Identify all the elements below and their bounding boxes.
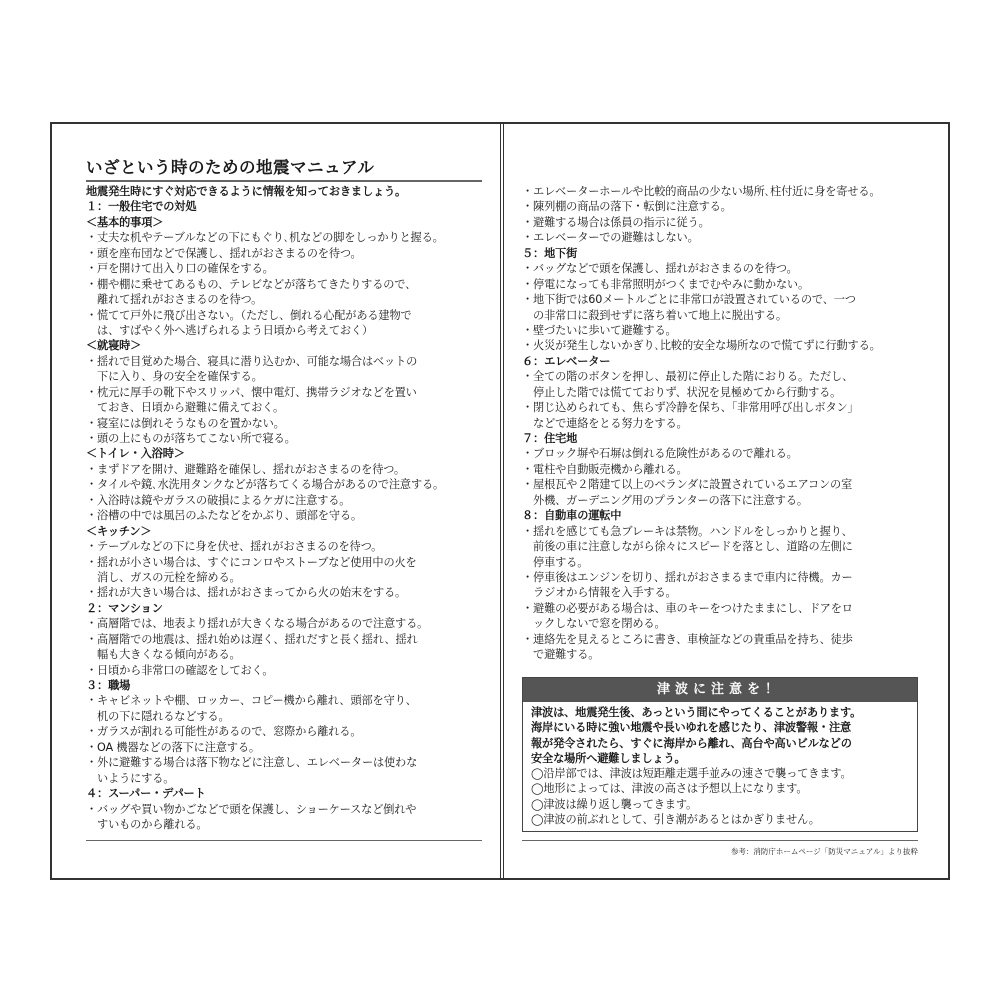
text-line: ・戸を開けて出入り口の確保をする。 — [86, 262, 274, 276]
text-line: ・外に避難する場合は落下物などに注意し、エレベーターは使わな — [86, 756, 418, 770]
text-line: 机の下に隠れるなどする。 — [86, 709, 230, 723]
text-line: ・テーブルなどの下に身を伏せ、揺れがおさまるのを待つ。 — [86, 540, 383, 554]
text-line: すいものから離れる。 — [86, 817, 208, 831]
text-line: ◯沿岸部では、津波は短距離走選手並みの速さで襲ってきます。 — [531, 767, 852, 781]
text-line: ◯津波は繰り返し襲ってきます。 — [531, 797, 698, 811]
text-line: 消し、ガスの元栓を締める。 — [86, 570, 241, 584]
text-line: ・停電になっても非常照明がつくまでむやみに動かない。 — [522, 277, 809, 291]
text-line: ・頭を座布団などで保護し、揺れがおさまるのを待つ。 — [86, 246, 362, 260]
text-line: ・全ての階のボタンを押し、最初に停止した階におりる。ただし、 — [522, 370, 854, 384]
text-line: ・まずドアを開け、避難路を確保し、揺れがおさまるのを待つ。 — [86, 462, 405, 476]
text-line: ・枕元に厚手の靴下やスリッパ、懐中電灯、携帯ラジオなどを置い — [86, 385, 417, 399]
text-line: で避難する。 — [522, 648, 600, 662]
text-line: ・入浴時は鏡やガラスの破損によるケガに注意する。 — [86, 493, 351, 507]
section-heading: ３：職場 — [86, 679, 131, 692]
text-line: ・エレベーターホールや比較的商品の少ない場所､柱付近に身を寄せる。 — [522, 185, 881, 198]
section-heading: ＜キッチン＞ — [86, 524, 152, 538]
text-line: ラジオから情報を入手する。 — [522, 586, 677, 600]
tsunami-warning-box — [522, 677, 918, 832]
right-bottom-divider — [522, 840, 918, 841]
section-heading: 海岸にいる時に強い地震や長いゆれを感じたり、津波警報・注意 — [531, 721, 852, 735]
manual-booklet — [50, 122, 950, 880]
text-line: ・丈夫な机やテーブルなどの下にもぐり､机などの脚をしっかりと握る。 — [86, 231, 444, 245]
text-line: ・タイルや鏡､水洗用タンクなどが落ちてくる場合があるので注意する。 — [86, 478, 445, 492]
text-line: ・屋根瓦や２階建て以上のベランダに設置されているエアコンの室 — [522, 478, 853, 492]
text-line: ・陳列棚の商品の落下・転倒に注意する。 — [522, 200, 732, 214]
text-line: ・火災が発生しないかぎり､比較的安全な場所なので慌てずに行動する。 — [522, 339, 881, 353]
text-line: ・地下街では60メートルごとに非常口が設置されているので、一つ — [522, 293, 856, 307]
text-line: ・高層階での地震は、揺れ始めは遅く、揺れだすと長く揺れ、揺れ — [86, 632, 418, 646]
text-line: などで連絡をとる努力をする。 — [522, 416, 688, 430]
text-line: ・壁づたいに歩いて避難する。 — [522, 323, 677, 337]
section-heading: 津波は、地震発生後、あっという間にやってくることがあります。 — [531, 706, 862, 719]
title-divider — [86, 180, 482, 182]
text-line: ・浴槽の中では風呂のふたなどをかぶり、頭部を守る。 — [86, 509, 362, 523]
text-line: ックしないで窓を閉める。 — [522, 617, 666, 631]
section-heading: 安全な場所へ避難しましょう。 — [531, 751, 686, 765]
text-line: ・バッグなどで頭を保護し、揺れがおさまるのを待つ。 — [522, 262, 798, 276]
tsunami-text — [523, 702, 917, 831]
text-line: ・揺れが大きい場合は、揺れがおさまってから火の始末をする。 — [86, 586, 407, 600]
section-heading: １：一般住宅での対処 — [86, 200, 197, 214]
text-line: 幅も大きくなる傾向がある。 — [86, 648, 241, 662]
text-line: ・日頃から非常口の確認をしておく。 — [86, 663, 274, 677]
text-line: ・寝室には倒れそうなものを置かない。 — [86, 416, 285, 430]
text-line: ・高層階では、地表より揺れが大きくなる場合があるので注意する。 — [86, 617, 429, 631]
text-line: ・揺れで目覚めた場合、寝具に潜り込むか、可能な場合はベットの — [86, 354, 418, 368]
center-fold — [500, 124, 504, 878]
tsunami-heading: 津波に注意を！ — [523, 678, 917, 702]
section-heading: 報が発令されたら、すぐに海岸から離れ、高台や高いビルなどの — [531, 736, 852, 750]
section-heading: ６：エレベーター — [522, 354, 611, 368]
left-text-block — [86, 184, 496, 832]
text-line: ・キャビネットや棚、ロッカー、コピー機から離れ、頭部を守り、 — [86, 694, 417, 708]
section-heading: ４：スーパー・デパート — [86, 787, 206, 801]
text-line: 停車する。 — [522, 555, 589, 569]
section-heading: ７：住宅地 — [522, 432, 578, 445]
text-line: は、すばやく外へ逃げられるよう日頃から考えておく） — [86, 323, 373, 337]
text-line: ・揺れを感じても急ブレーキは禁物。ハンドルをしっかりと握り、 — [522, 524, 853, 538]
section-heading: ５：地下街 — [522, 246, 578, 260]
text-line: 外機、ガーデニング用のプランターの落下に注意する。 — [522, 493, 808, 507]
text-line: の非常口に殺到せずに落ち着いて地上に脱出する。 — [522, 308, 787, 322]
text-line: 停止した階では慌てておりず、状況を見極めてから行動する。 — [522, 385, 842, 399]
text-line: ・避難する場合は係員の指示に従う。 — [522, 215, 710, 229]
text-line: ・OA 機器などの落下に注意する。 — [86, 740, 260, 754]
section-heading: ＜基本的事項＞ — [86, 215, 164, 229]
right-text-block — [522, 184, 918, 663]
reference-note: 参考：消防庁ホームページ「防災マニュアル」より抜粋 — [730, 847, 918, 856]
text-line: ・慌てて戸外に飛び出さない。（ただし、倒れる心配がある建物で — [86, 308, 412, 322]
left-bottom-divider — [86, 840, 482, 841]
section-heading: ＜就寝時＞ — [86, 339, 142, 353]
text-line: ・連絡先を見えるところに書き、車検証などの貴重品を持ち、徒歩 — [522, 632, 853, 646]
text-line: ・閉じ込められても、焦らず冷静を保ち、「非常用呼び出しボタン」 — [522, 401, 859, 415]
text-line: ・頭の上にものが落ちてこない所で寝る。 — [86, 432, 296, 445]
text-line: ・ブロック塀や石塀は倒れる危険性があるので離れる。 — [522, 447, 798, 461]
text-line: 下に入り、身の安全を確保する。 — [86, 370, 263, 384]
section-heading: ＜トイレ・入浴時＞ — [86, 447, 185, 461]
text-line: ◯津波の前ぶれとして、引き潮があるとはかぎりません。 — [531, 813, 820, 827]
text-line: いようにする。 — [86, 771, 175, 785]
text-line: ておき、日頃から避難に備えておく。 — [86, 401, 285, 415]
section-heading: ２：マンション — [86, 601, 163, 615]
page-title: いざという時のための地震マニュアル — [86, 158, 375, 177]
text-line: 離れて揺れがおさまるのを待つ。 — [86, 293, 263, 307]
text-line: ・バッグや買い物かごなどで頭を保護し、ショーケースなど倒れや — [86, 802, 417, 816]
text-line: ・停車後はエンジンを切り、揺れがおさまるまで車内に待機。カー — [522, 570, 853, 584]
text-line: ・エレベーターでの避難はしない。 — [522, 231, 699, 245]
text-line: ・棚や棚に乗せてあるもの、テレビなどが落ちてきたりするので、 — [86, 277, 417, 291]
text-line: ・揺れが小さい場合は、すぐにコンロやストーブなど使用中の火を — [86, 555, 417, 569]
text-line: ◯地形によっては、津波の高さは予想以上になります。 — [531, 782, 808, 796]
section-heading: 地震発生時にすぐ対応できるように情報を知っておきましょう。 — [86, 185, 407, 198]
text-line: 前後の車に注意しながら徐々にスピードを落とし、道路の左側に — [522, 540, 853, 554]
text-line: ・避難の必要がある場合は、車のキーをつけたままにし、ドアをロ — [522, 601, 853, 615]
section-heading: ８：自動車の運転中 — [522, 509, 622, 523]
text-line: ・ガラスが割れる可能性があるので、窓際から離れる。 — [86, 725, 362, 739]
text-line: ・電柱や自動販売機から離れる。 — [522, 462, 688, 476]
